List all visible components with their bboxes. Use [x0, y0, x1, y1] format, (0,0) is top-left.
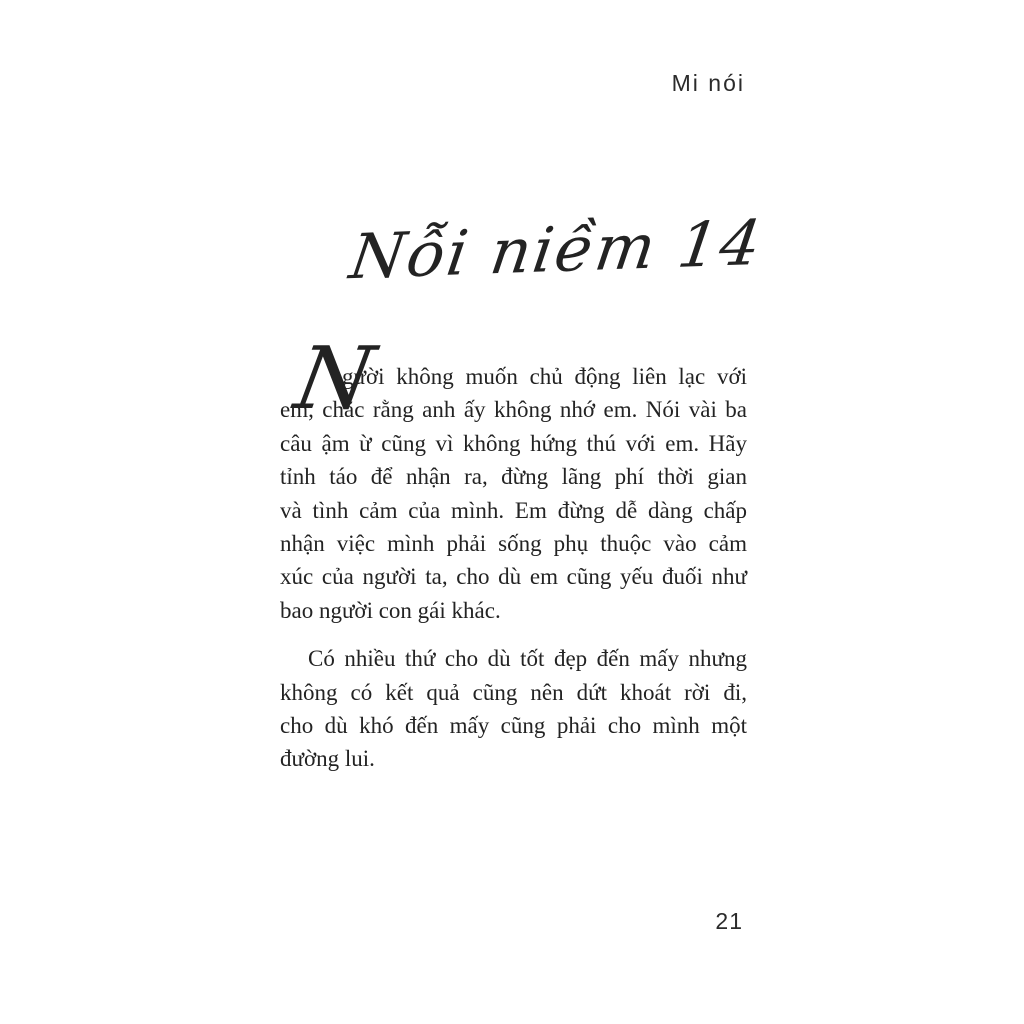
chapter-title: Nỗi niềm 14 [345, 206, 768, 294]
page-number: 21 [715, 908, 743, 934]
body-text-line: tỉnh táo để nhận ra, đừng lãng phí thời gian [280, 464, 747, 490]
body-text-line: xúc của người ta, cho dù em cũng yếu đuối như [280, 564, 747, 590]
paragraph-2 [280, 642, 747, 776]
body-text-line: Có nhiều thứ cho dù tốt đẹp đến mấy nhưng [308, 646, 747, 672]
body-text-line: cho dù khó đến mấy cũng phải cho mình một [280, 712, 747, 738]
body-text-line: em, chắc rằng anh ấy không nhớ em. Nói vài ba [280, 397, 747, 423]
body-text-line: bao người con gái khác. [280, 597, 501, 623]
body-text-line: không có kết quả cũng nên dứt khoát rời đi, [280, 679, 747, 705]
body-text-line: câu ậm ừ cũng vì không hứng thú với em. Hãy [280, 430, 747, 456]
body-text-block [280, 329, 747, 776]
running-head: Mi nói [671, 70, 745, 96]
body-text-line: nhận việc mình phải sống phụ thuộc vào cảm [280, 530, 747, 556]
body-text-line: gười không muốn chủ động liên lạc với [342, 364, 747, 389]
body-text-line: đường lui. [280, 746, 375, 772]
drop-cap-letter: N [288, 329, 382, 429]
body-text-line: và tình cảm của mình. Em đừng dễ dàng chấp [280, 497, 747, 523]
